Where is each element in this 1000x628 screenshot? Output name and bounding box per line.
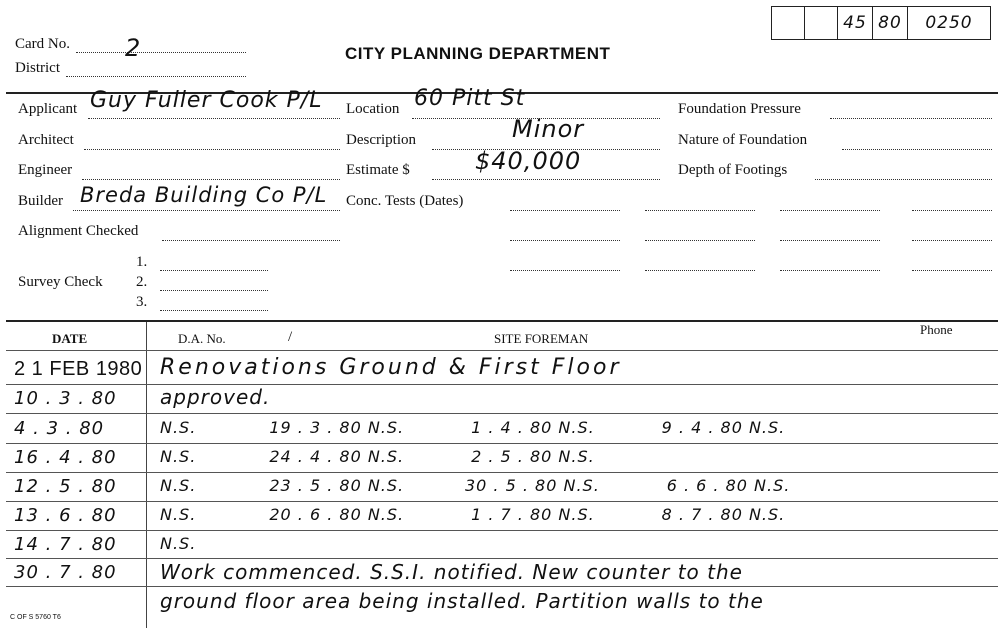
page-title: CITY PLANNING DEPARTMENT (345, 44, 611, 63)
conc-line-1b (645, 210, 755, 211)
conc-line-1a (510, 210, 620, 211)
table-row-text: N.S. 24 . 4 . 80 N.S. 2 . 5 . 80 N.S. (160, 447, 595, 466)
card-no-line (76, 52, 246, 53)
card-no-label: Card No. (15, 36, 70, 52)
engineer-line (82, 179, 340, 180)
engineer-label: Engineer (18, 162, 73, 178)
alignment-line (162, 240, 340, 241)
row-line-5 (6, 501, 998, 502)
nature-foundation-line (842, 149, 992, 150)
file-box-2: 80 (873, 7, 908, 39)
depth-footings-label: Depth of Footings (678, 162, 788, 178)
table-row-text: N.S. (160, 534, 197, 553)
location-label: Location (346, 101, 400, 117)
nature-foundation-label: Nature of Foundation (678, 132, 808, 148)
district-label: District (15, 60, 60, 76)
form-code: C OF S 5760 T6 (10, 614, 61, 621)
location-value: 60 Pitt St (414, 86, 526, 111)
row-line-2 (6, 413, 998, 414)
conc-line-1d (912, 210, 992, 211)
table-row-text: approved. (160, 385, 271, 409)
row-line-1 (6, 384, 998, 385)
file-box-empty-2 (805, 7, 838, 39)
table-row-date: 30 . 7 . 80 (14, 562, 117, 583)
row-line-6 (6, 530, 998, 531)
survey-label: Survey Check (18, 274, 103, 290)
table-row-text: Renovations Ground & First Floor (160, 355, 622, 380)
conc-line-3c (780, 270, 880, 271)
row-line-8 (6, 586, 998, 587)
conc-line-2b (645, 240, 755, 241)
table-row-date: 12 . 5 . 80 (14, 476, 117, 497)
table-row-text: ground floor area being installed. Partition walls to the (160, 589, 764, 613)
depth-footings-line (815, 179, 992, 180)
da-slash: / (288, 329, 293, 345)
row-line-7 (6, 558, 998, 559)
conc-line-2c (780, 240, 880, 241)
file-box-empty-1 (772, 7, 805, 39)
row-line-4 (6, 472, 998, 473)
description-label: Description (346, 132, 416, 148)
table-row-date: 4 . 3 . 80 (14, 418, 105, 439)
phone-header: Phone (920, 322, 953, 337)
table-row-text: N.S. 23 . 5 . 80 N.S. 30 . 5 . 80 N.S. 6 . 6 . 80 N.S. (160, 476, 791, 495)
builder-label: Builder (18, 193, 63, 209)
conc-line-2d (912, 240, 992, 241)
foundation-pressure-label: Foundation Pressure (678, 101, 801, 117)
table-row-text: N.S. 20 . 6 . 80 N.S. 1 . 7 . 80 N.S. 8 . 7 . 80 N.S. (160, 505, 786, 524)
file-box-3: 0250 (925, 13, 973, 33)
date-header: DATE (52, 331, 88, 346)
card-no-value: 2 (125, 34, 142, 62)
survey-number-2: 2. (136, 274, 148, 290)
conc-line-1c (780, 210, 880, 211)
survey-line-2 (160, 290, 268, 291)
foreman-header: SITE FOREMAN (494, 331, 589, 346)
foundation-pressure-line (830, 118, 992, 119)
applicant-line (88, 118, 340, 119)
file-box-1: 45 (838, 7, 873, 39)
estimate-line (432, 179, 660, 180)
survey-number-3: 3. (136, 294, 148, 310)
district-line (66, 76, 246, 77)
table-row-date: 14 . 7 . 80 (14, 534, 117, 555)
survey-number-1: 1. (136, 254, 148, 270)
builder-value: Breda Building Co P/L (80, 183, 328, 207)
table-header-underline (6, 350, 998, 351)
row-line-3 (6, 443, 998, 444)
estimate-label: Estimate $ (346, 162, 410, 178)
architect-line (84, 149, 340, 150)
table-top-divider (6, 320, 998, 322)
applicant-label: Applicant (18, 101, 78, 117)
estimate-value: $40,000 (475, 147, 582, 175)
da-header: D.A. No. (178, 331, 226, 346)
conc-line-3b (645, 270, 755, 271)
conc-line-3d (912, 270, 992, 271)
survey-line-3 (160, 310, 268, 311)
alignment-label: Alignment Checked (18, 223, 139, 239)
applicant-value: Guy Fuller Cook P/L (90, 88, 323, 113)
survey-line-1 (160, 270, 268, 271)
table-row-text: N.S. 19 . 3 . 80 N.S. 1 . 4 . 80 N.S. 9 . 4 . 80 N.S. (160, 418, 786, 437)
conc-line-3a (510, 270, 620, 271)
table-row-date: 2 1 FEB 1980 (14, 358, 143, 380)
table-row-date: 16 . 4 . 80 (14, 447, 117, 468)
table-date-column-divider (146, 322, 147, 628)
table-row-date: 13 . 6 . 80 (14, 505, 117, 526)
table-row-date: 10 . 3 . 80 (14, 388, 117, 409)
builder-line (73, 210, 340, 211)
file-number-boxes (771, 6, 991, 40)
conc-tests-label: Conc. Tests (Dates) (346, 193, 464, 209)
architect-label: Architect (18, 132, 74, 148)
table-row-text: Work commenced. S.S.I. notified. New counter to the (160, 560, 743, 584)
description-value: Minor (512, 115, 585, 143)
conc-line-2a (510, 240, 620, 241)
